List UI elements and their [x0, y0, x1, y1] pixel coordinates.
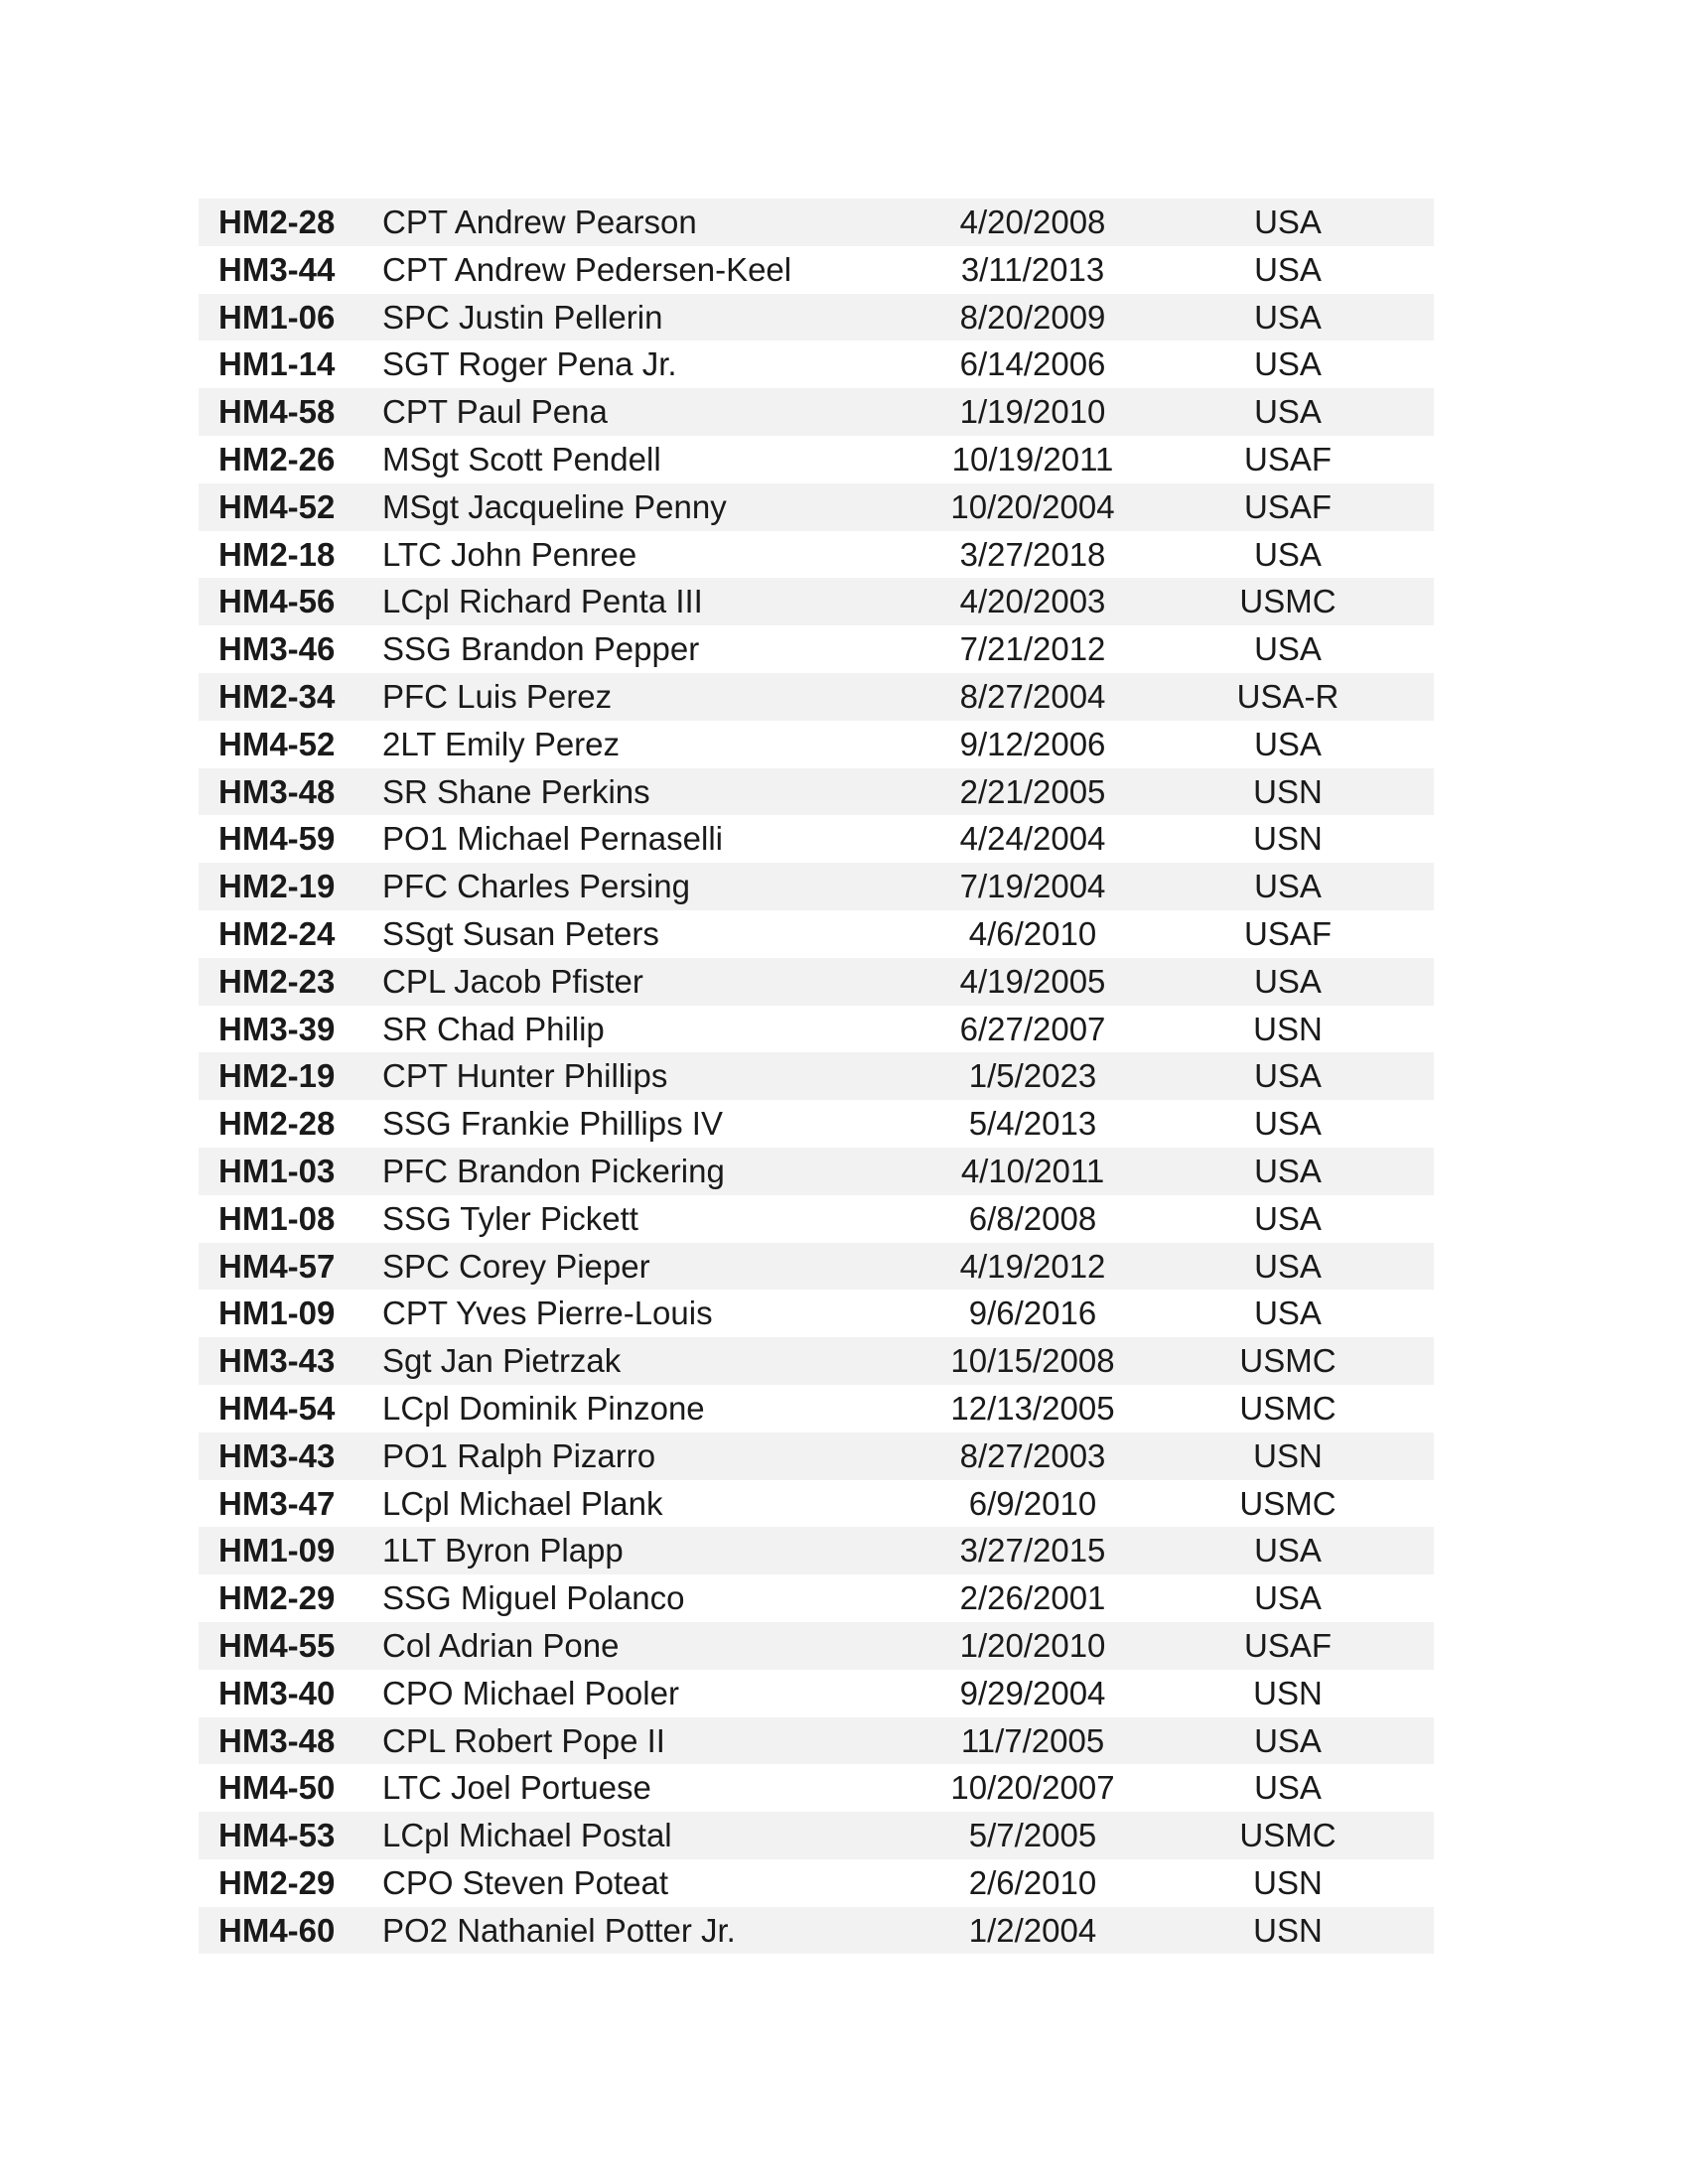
table-row [199, 1527, 1434, 1574]
row-date: 6/9/2010 [968, 1484, 1097, 1522]
row-name: SPC Corey Pieper [382, 1247, 650, 1285]
row-branch: USA [1254, 1295, 1322, 1332]
table-row [199, 1337, 1434, 1385]
row-branch: USA [1254, 962, 1322, 1000]
row-branch: USA [1254, 1247, 1322, 1285]
row-date: 1/20/2010 [959, 1626, 1106, 1664]
row-branch: USA [1254, 535, 1322, 573]
row-name: PO2 Nathaniel Potter Jr. [382, 1911, 736, 1949]
row-code: HM4-53 [218, 1817, 336, 1854]
row-name: CPT Hunter Phillips [382, 1057, 668, 1095]
row-date: 8/27/2004 [959, 677, 1106, 715]
table-row [199, 578, 1434, 625]
row-branch: USAF [1243, 914, 1332, 952]
table-row [199, 910, 1434, 958]
row-name: SR Chad Philip [382, 1010, 605, 1047]
row-name: SR Shane Perkins [382, 772, 650, 810]
row-branch: USN [1253, 772, 1323, 810]
row-name: SGT Roger Pena Jr. [382, 345, 677, 383]
row-branch: USMC [1239, 1389, 1336, 1427]
table-row [199, 1243, 1434, 1291]
row-branch: USA [1254, 1199, 1322, 1237]
row-branch: USMC [1239, 1484, 1336, 1522]
table-row [199, 1195, 1434, 1243]
row-code: HM4-57 [218, 1247, 336, 1285]
row-code: HM4-59 [218, 820, 336, 858]
row-date: 7/21/2012 [959, 630, 1106, 668]
row-date: 11/7/2005 [960, 1721, 1105, 1759]
row-date: 4/19/2005 [959, 962, 1106, 1000]
row-name: SSG Tyler Pickett [382, 1199, 638, 1237]
row-code: HM2-34 [218, 677, 336, 715]
row-date: 1/19/2010 [959, 393, 1106, 431]
table-row [199, 294, 1434, 341]
table-row [199, 341, 1434, 388]
table-row [199, 246, 1434, 294]
row-branch: USA [1254, 1057, 1322, 1095]
row-code: HM1-03 [218, 1152, 336, 1189]
row-date: 10/15/2008 [950, 1342, 1115, 1380]
row-name: CPT Andrew Pedersen-Keel [382, 250, 792, 288]
row-code: HM2-28 [218, 1105, 336, 1143]
row-name: LCpl Michael Plank [382, 1484, 663, 1522]
row-code: HM2-29 [218, 1579, 336, 1617]
row-code: HM3-46 [218, 630, 336, 668]
table-row [199, 1006, 1434, 1053]
row-date: 9/6/2016 [968, 1295, 1097, 1332]
row-date: 12/13/2005 [950, 1389, 1115, 1427]
row-date: 7/19/2004 [959, 868, 1106, 905]
row-name: LCpl Michael Postal [382, 1817, 672, 1854]
row-name: PFC Luis Perez [382, 677, 613, 715]
row-branch: USA [1254, 1721, 1322, 1759]
table-row [199, 721, 1434, 768]
row-branch: USA [1254, 1579, 1322, 1617]
row-name: PO1 Ralph Pizarro [382, 1436, 656, 1474]
table-row [199, 1433, 1434, 1480]
row-branch: USA [1254, 250, 1322, 288]
row-date: 5/7/2005 [968, 1817, 1097, 1854]
row-code: HM4-50 [218, 1769, 336, 1807]
row-branch: USA [1254, 1769, 1322, 1807]
table-row [199, 958, 1434, 1006]
row-name: Col Adrian Pone [382, 1626, 620, 1664]
table-row [199, 863, 1434, 910]
table-row [199, 1052, 1434, 1100]
table-row [199, 388, 1434, 436]
table-row [199, 1574, 1434, 1622]
row-date: 3/11/2013 [960, 250, 1105, 288]
row-name: LCpl Dominik Pinzone [382, 1389, 705, 1427]
table-row [199, 1907, 1434, 1955]
row-name: SSgt Susan Peters [382, 914, 659, 952]
table-row [199, 1480, 1434, 1528]
row-date: 9/29/2004 [959, 1674, 1106, 1711]
row-branch: USA [1254, 1105, 1322, 1143]
row-date: 2/26/2001 [959, 1579, 1106, 1617]
row-date: 10/19/2011 [951, 440, 1114, 478]
row-code: HM2-28 [218, 204, 336, 240]
row-date: 4/20/2003 [959, 583, 1106, 620]
table-row [199, 768, 1434, 816]
row-date: 5/4/2013 [968, 1105, 1097, 1143]
table-row [199, 1385, 1434, 1433]
row-name: PFC Charles Persing [382, 868, 690, 905]
table-row [199, 673, 1434, 721]
row-date: 6/14/2006 [959, 345, 1106, 383]
row-date: 3/27/2015 [959, 1532, 1106, 1570]
row-name: CPT Yves Pierre-Louis [382, 1295, 713, 1332]
table-row [199, 1148, 1434, 1195]
row-name: CPO Steven Poteat [382, 1863, 668, 1901]
row-branch: USA [1254, 868, 1322, 905]
row-name: CPO Michael Pooler [382, 1674, 679, 1711]
row-name: LTC John Penree [382, 535, 637, 573]
row-date: 8/20/2009 [959, 298, 1106, 336]
row-branch: USN [1253, 1911, 1323, 1949]
row-code: HM3-47 [218, 1484, 336, 1522]
roster-table [199, 199, 1434, 1954]
row-name: SSG Miguel Polanco [382, 1579, 685, 1617]
row-branch: USA [1254, 1152, 1322, 1189]
row-branch: USA [1254, 393, 1322, 431]
row-code: HM1-06 [218, 298, 336, 336]
row-name: CPL Jacob Pfister [382, 962, 643, 1000]
row-branch: USA [1254, 345, 1322, 383]
row-name: CPL Robert Pope II [382, 1721, 665, 1759]
table-row [199, 1290, 1434, 1337]
table-row [199, 1670, 1434, 1717]
row-code: HM3-43 [218, 1436, 336, 1474]
row-name: MSgt Scott Pendell [382, 440, 661, 478]
row-date: 3/27/2018 [959, 535, 1106, 573]
row-code: HM4-58 [218, 393, 336, 431]
row-code: HM1-14 [218, 345, 336, 383]
row-date: 4/19/2012 [959, 1247, 1106, 1285]
row-date: 4/24/2004 [959, 820, 1106, 858]
table-row [199, 1764, 1434, 1812]
row-branch: USA [1254, 298, 1322, 336]
row-branch: USA [1254, 630, 1322, 668]
row-date: 9/12/2006 [959, 725, 1106, 762]
table-row [199, 815, 1434, 863]
table-row [199, 483, 1434, 531]
row-name: SSG Brandon Pepper [382, 630, 700, 668]
row-name: Sgt Jan Pietrzak [382, 1342, 622, 1380]
row-date: 6/27/2007 [959, 1010, 1106, 1047]
row-code: HM2-29 [218, 1863, 336, 1901]
row-date: 2/21/2005 [959, 772, 1106, 810]
row-code: HM3-48 [218, 772, 336, 810]
row-date: 2/6/2010 [968, 1863, 1097, 1901]
row-branch: USN [1253, 1674, 1323, 1711]
row-date: 1/2/2004 [968, 1911, 1097, 1949]
row-code: HM2-24 [218, 914, 336, 952]
row-code: HM1-09 [218, 1532, 336, 1570]
row-code: HM4-52 [218, 487, 336, 525]
row-name: PFC Brandon Pickering [382, 1152, 725, 1189]
row-branch: USMC [1239, 1817, 1336, 1854]
row-name: PO1 Michael Pernaselli [382, 820, 723, 858]
row-date: 4/20/2008 [959, 204, 1106, 240]
table-row [199, 625, 1434, 673]
row-code: HM4-54 [218, 1389, 336, 1427]
row-date: 10/20/2007 [950, 1769, 1115, 1807]
row-code: HM2-26 [218, 440, 336, 478]
row-code: HM1-09 [218, 1295, 336, 1332]
row-code: HM3-44 [218, 250, 336, 288]
row-name: CPT Andrew Pearson [382, 204, 697, 240]
row-code: HM4-55 [218, 1626, 336, 1664]
row-branch: USN [1253, 1436, 1323, 1474]
row-branch: USN [1253, 1010, 1323, 1047]
row-date: 4/6/2010 [968, 914, 1097, 952]
row-code: HM3-39 [218, 1010, 336, 1047]
row-name: SPC Justin Pellerin [382, 298, 663, 336]
row-date: 1/5/2023 [968, 1057, 1097, 1095]
row-name: MSgt Jacqueline Penny [382, 487, 727, 525]
table-row [199, 1812, 1434, 1859]
table-row [199, 531, 1434, 579]
row-name: 2LT Emily Perez [382, 725, 621, 762]
row-name: SSG Frankie Phillips IV [382, 1105, 723, 1143]
row-branch: USAF [1243, 440, 1332, 478]
row-date: 4/10/2011 [960, 1152, 1105, 1189]
table-row [199, 199, 1434, 246]
row-branch: USA [1254, 204, 1322, 240]
row-code: HM3-40 [218, 1674, 336, 1711]
table-row [199, 1622, 1434, 1670]
table-row [199, 1100, 1434, 1148]
row-code: HM4-60 [218, 1911, 336, 1949]
table-row [199, 1717, 1434, 1765]
row-code: HM2-23 [218, 962, 336, 1000]
row-code: HM2-19 [218, 868, 336, 905]
row-branch: USAF [1243, 487, 1332, 525]
row-name: LTC Joel Portuese [382, 1769, 651, 1807]
row-code: HM2-19 [218, 1057, 336, 1095]
row-branch: USMC [1239, 583, 1336, 620]
row-branch: USN [1253, 1863, 1323, 1901]
row-branch: USA [1254, 1532, 1322, 1570]
row-code: HM4-56 [218, 583, 336, 620]
row-code: HM4-52 [218, 725, 336, 762]
table-row [199, 436, 1434, 483]
row-branch: USA-R [1236, 677, 1339, 715]
row-code: HM1-08 [218, 1199, 336, 1237]
row-code: HM2-18 [218, 535, 336, 573]
row-code: HM3-43 [218, 1342, 336, 1380]
row-name: 1LT Byron Plapp [382, 1532, 624, 1570]
row-date: 8/27/2003 [959, 1436, 1106, 1474]
row-branch: USAF [1243, 1626, 1332, 1664]
row-date: 6/8/2008 [968, 1199, 1097, 1237]
row-branch: USA [1254, 725, 1322, 762]
row-code: HM3-48 [218, 1721, 336, 1759]
table-row [199, 1859, 1434, 1907]
row-date: 10/20/2004 [950, 487, 1115, 525]
row-branch: USN [1253, 820, 1323, 858]
row-name: CPT Paul Pena [382, 393, 608, 431]
row-name: LCpl Richard Penta III [382, 583, 703, 620]
row-branch: USMC [1239, 1342, 1336, 1380]
